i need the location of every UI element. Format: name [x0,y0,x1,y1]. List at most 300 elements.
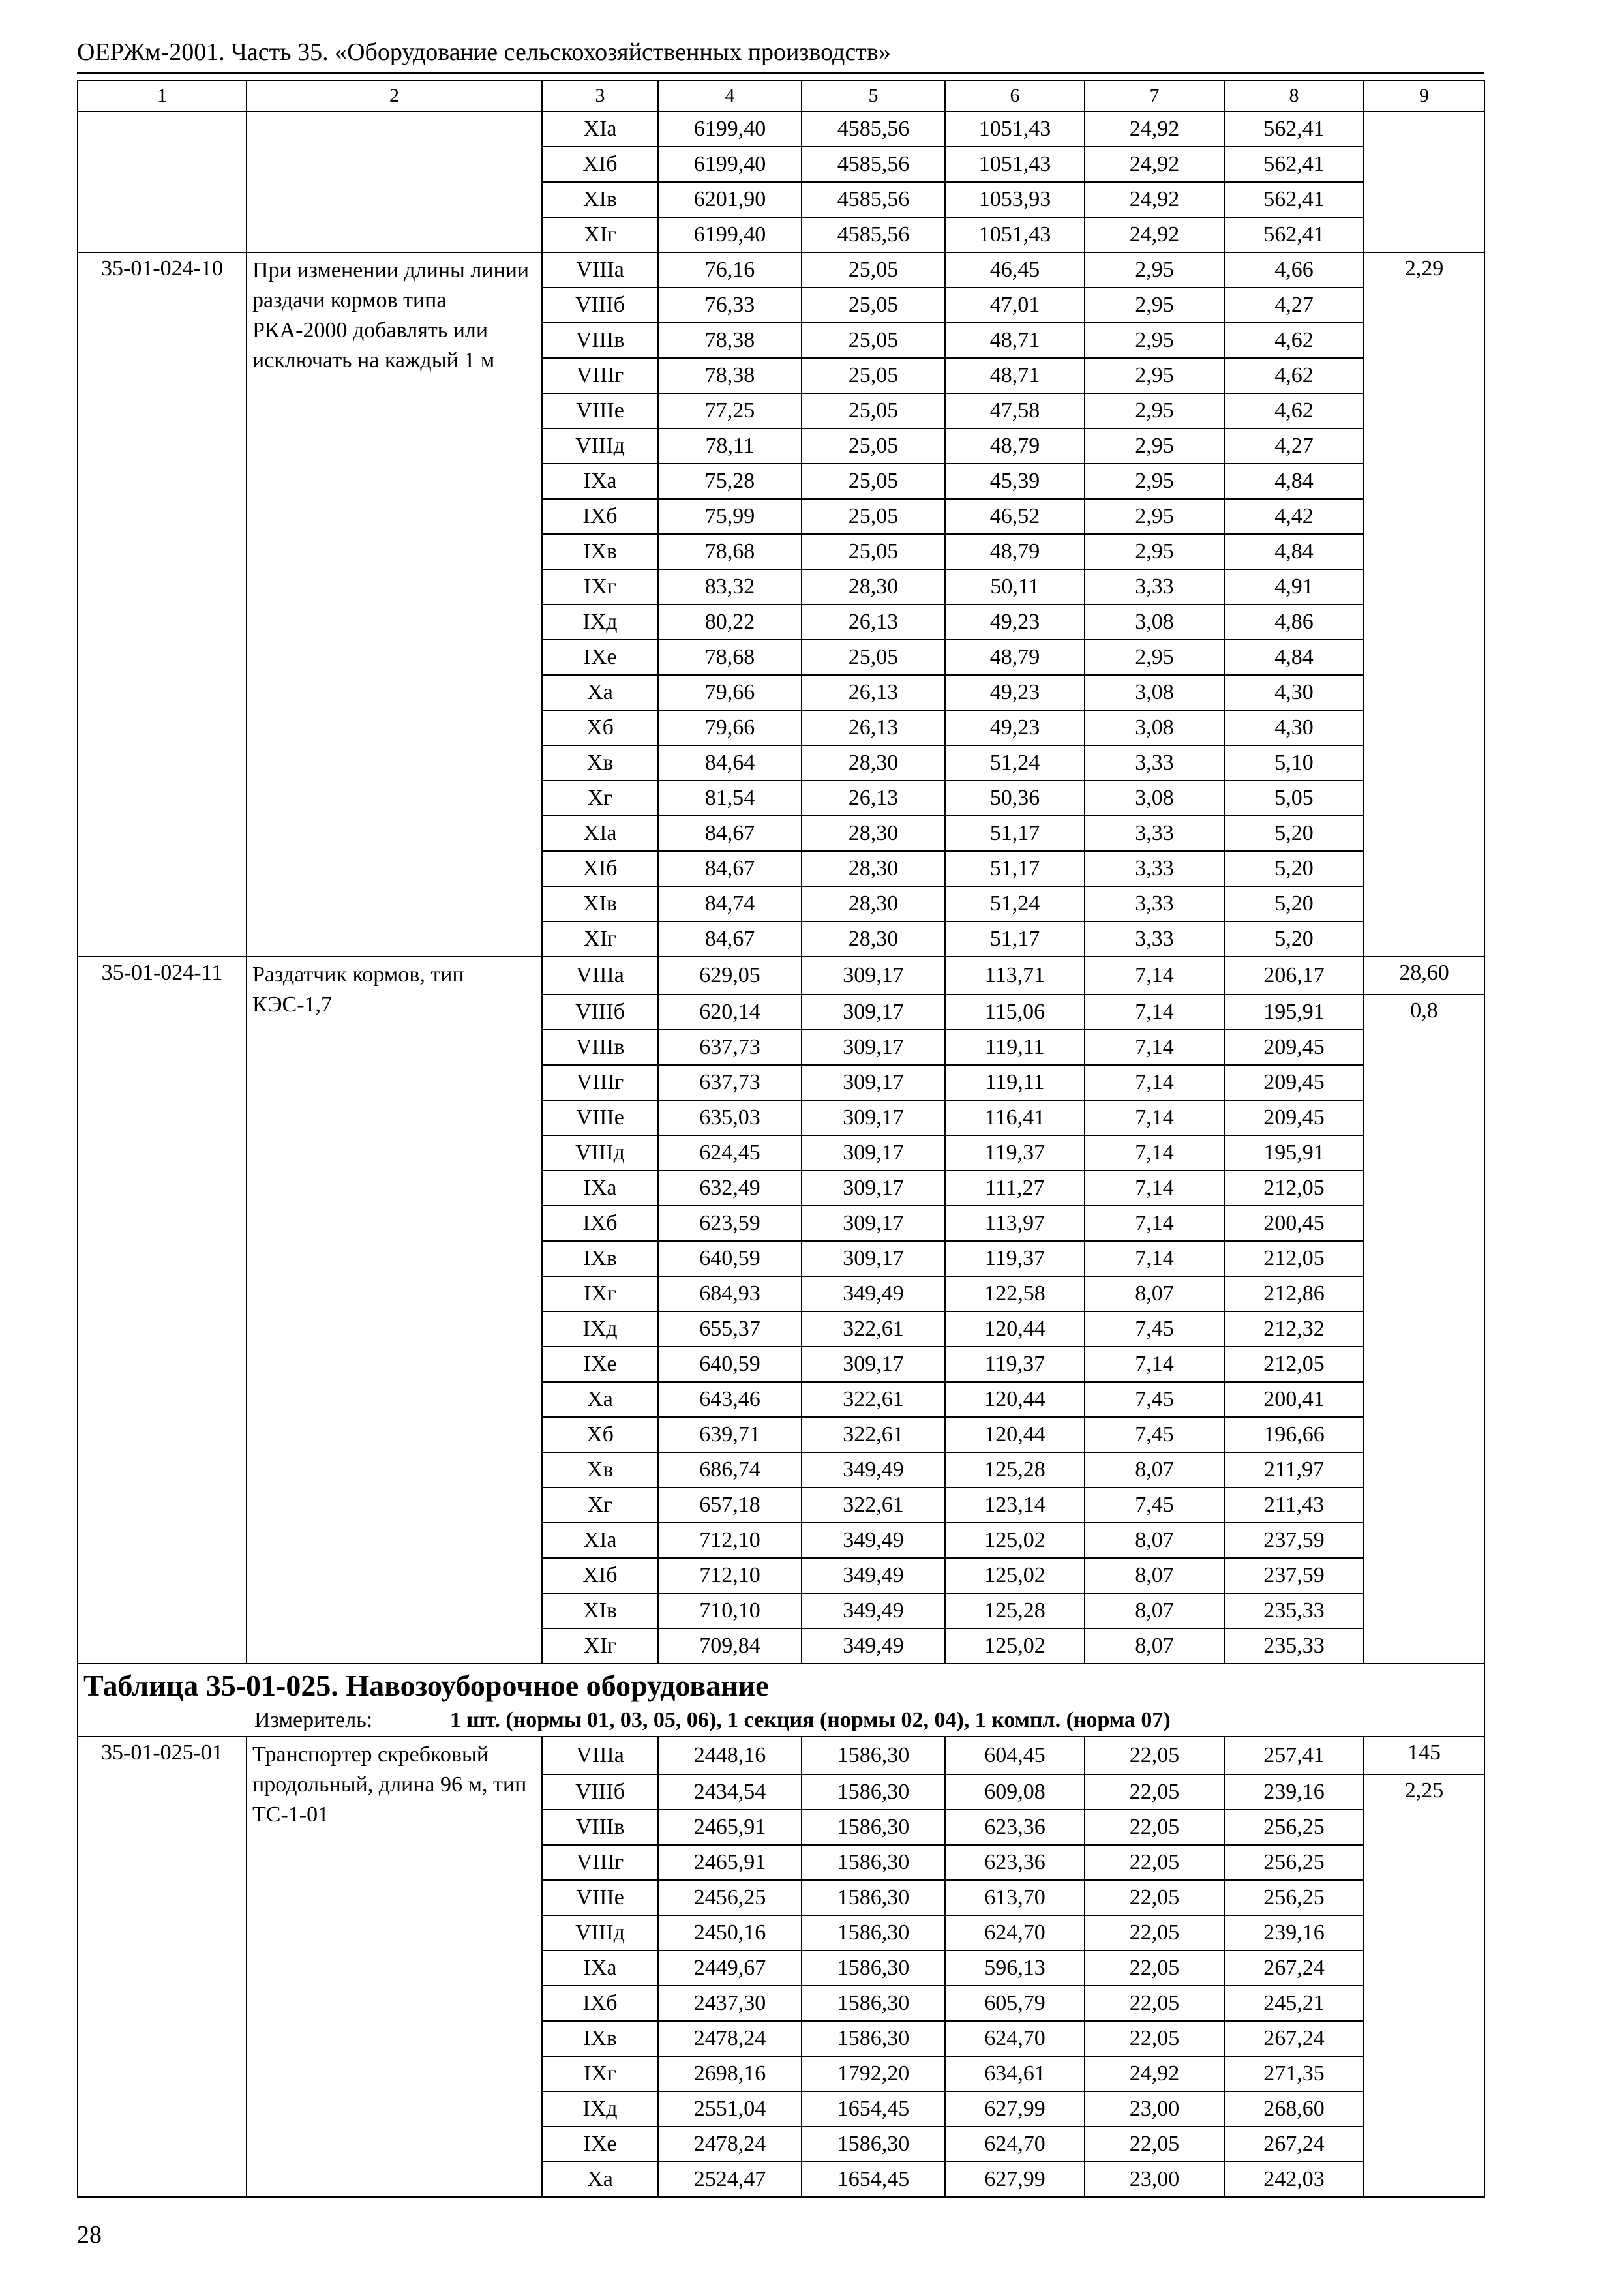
zone-cell: VIIIг [542,1065,658,1100]
value-cell: 50,36 [945,781,1085,816]
value-cell: 24,92 [1085,182,1224,217]
value-cell: 3,33 [1085,745,1224,781]
value-cell: 309,17 [802,1065,945,1100]
value-cell: 26,13 [802,710,945,745]
value-cell: 125,02 [945,1558,1085,1593]
value-cell: 25,05 [802,323,945,358]
value-cell: 196,66 [1224,1417,1364,1452]
value-cell: 235,33 [1224,1628,1364,1664]
value-cell: 48,71 [945,358,1085,393]
zone-cell: XIа [542,1523,658,1558]
value-cell: 2434,54 [658,1774,802,1810]
value-cell: 1654,45 [802,2162,945,2197]
value-cell: 349,49 [802,1593,945,1628]
table-row [78,252,1484,288]
value-cell: 3,33 [1085,921,1224,957]
value-cell: 637,73 [658,1065,802,1100]
zone-cell: Xа [542,675,658,710]
value-cell: 7,14 [1085,1347,1224,1382]
value-cell: 45,39 [945,464,1085,499]
value-cell: 4,91 [1224,569,1364,605]
value-cell: 1586,30 [802,1951,945,1986]
value-cell: 22,05 [1085,2021,1224,2056]
zone-cell: Xв [542,745,658,781]
zone-cell: XIв [542,1593,658,1628]
value-cell: 596,13 [945,1951,1085,1986]
table-section-header-row [78,1664,1484,1737]
value-cell: 624,70 [945,1915,1085,1951]
value-cell: 686,74 [658,1452,802,1488]
value-cell: 119,11 [945,1065,1085,1100]
zone-cell: IXа [542,1951,658,1986]
norm-code: 35-01-025-01 [78,1737,247,2197]
value-cell: 48,79 [945,640,1085,675]
value-cell: 22,05 [1085,1986,1224,2021]
value-cell: 7,45 [1085,1417,1224,1452]
value-cell: 4585,56 [802,182,945,217]
value-cell: 22,05 [1085,1737,1224,1774]
value-cell: 4,30 [1224,675,1364,710]
zone-cell: IXв [542,534,658,569]
value-cell: 322,61 [802,1382,945,1417]
value-cell: 349,49 [802,1523,945,1558]
value-cell: 7,14 [1085,1100,1224,1135]
value-cell: 25,05 [802,288,945,323]
zone-cell: XIв [542,182,658,217]
value-cell: 322,61 [802,1417,945,1452]
value-cell: 4,66 [1224,252,1364,288]
column-number: 6 [945,80,1085,112]
value-cell: 211,43 [1224,1488,1364,1523]
value-cell: 349,49 [802,1452,945,1488]
page-number: 28 [77,2221,102,2249]
value-cell: 4,84 [1224,534,1364,569]
value-cell: 3,08 [1085,675,1224,710]
value-cell: 8,07 [1085,1276,1224,1311]
zone-cell: IXд [542,1311,658,1347]
value-cell: 632,49 [658,1171,802,1206]
value-cell: 562,41 [1224,182,1364,217]
value-cell: 256,25 [1224,1810,1364,1845]
value-cell: 242,03 [1224,2162,1364,2197]
value-cell: 209,45 [1224,1065,1364,1100]
zone-cell: VIIIе [542,1880,658,1915]
value-cell: 562,41 [1224,112,1364,147]
value-cell: 3,33 [1085,816,1224,851]
col9-cell: 28,60 [1364,957,1484,995]
value-cell: 78,68 [658,640,802,675]
value-cell: 26,13 [802,605,945,640]
value-cell: 7,14 [1085,1030,1224,1065]
zone-cell: IXе [542,1347,658,1382]
value-cell: 119,11 [945,1030,1085,1065]
value-cell: 6199,40 [658,112,802,147]
value-cell: 23,00 [1085,2162,1224,2197]
value-cell: 22,05 [1085,1951,1224,1986]
value-cell: 7,14 [1085,995,1224,1030]
value-cell: 84,64 [658,745,802,781]
value-cell: 80,22 [658,605,802,640]
col9-cell [1364,112,1484,252]
value-cell: 3,08 [1085,710,1224,745]
measure-line [83,1707,1479,1733]
value-cell: 51,17 [945,816,1085,851]
value-cell: 4585,56 [802,217,945,252]
zone-cell: IXв [542,1241,658,1276]
value-cell: 125,02 [945,1628,1085,1664]
value-cell: 7,14 [1085,1206,1224,1241]
value-cell: 1051,43 [945,147,1085,182]
value-cell: 1586,30 [802,1774,945,1810]
value-cell: 3,33 [1085,851,1224,886]
zone-cell: VIIIе [542,1100,658,1135]
zone-cell: Xа [542,1382,658,1417]
value-cell: 2449,67 [658,1951,802,1986]
value-cell: 712,10 [658,1523,802,1558]
value-cell: 627,99 [945,2091,1085,2127]
value-cell: 349,49 [802,1558,945,1593]
value-cell: 4,84 [1224,640,1364,675]
value-cell: 309,17 [802,995,945,1030]
value-cell: 48,71 [945,323,1085,358]
value-cell: 2,95 [1085,393,1224,428]
value-cell: 620,14 [658,995,802,1030]
value-cell: 116,41 [945,1100,1085,1135]
value-cell: 256,25 [1224,1880,1364,1915]
value-cell: 2,95 [1085,428,1224,464]
value-cell: 5,05 [1224,781,1364,816]
value-cell: 1586,30 [802,1737,945,1774]
value-cell: 4,30 [1224,710,1364,745]
value-cell: 2450,16 [658,1915,802,1951]
value-cell: 623,36 [945,1845,1085,1880]
column-number: 9 [1364,80,1484,112]
value-cell: 25,05 [802,534,945,569]
value-cell: 4,27 [1224,428,1364,464]
value-cell: 2448,16 [658,1737,802,1774]
value-cell: 46,52 [945,499,1085,534]
value-cell: 6199,40 [658,217,802,252]
table-row [78,112,1484,147]
zone-cell: VIIIд [542,1915,658,1951]
value-cell: 640,59 [658,1347,802,1382]
value-cell: 25,05 [802,358,945,393]
zone-cell: IXд [542,2091,658,2127]
value-cell: 78,38 [658,358,802,393]
col9-cell: 2,25 [1364,1774,1484,2197]
value-cell: 7,14 [1085,957,1224,995]
zone-cell: IXа [542,464,658,499]
value-cell: 25,05 [802,640,945,675]
value-cell: 206,17 [1224,957,1364,995]
measure-value: 1 шт. (нормы 01, 03, 05, 06), 1 секция (нормы 02, 04), 1 компл. (норма 07) [450,1708,1171,1732]
value-cell: 84,67 [658,921,802,957]
value-cell: 710,10 [658,1593,802,1628]
value-cell: 8,07 [1085,1523,1224,1558]
value-cell: 23,00 [1085,2091,1224,2127]
value-cell: 24,92 [1085,217,1224,252]
value-cell: 2,95 [1085,499,1224,534]
value-cell: 111,27 [945,1171,1085,1206]
header-rule [77,72,1484,74]
value-cell: 212,05 [1224,1241,1364,1276]
column-number: 4 [658,80,802,112]
value-cell: 113,71 [945,957,1085,995]
value-cell: 120,44 [945,1382,1085,1417]
zone-cell: Xб [542,710,658,745]
value-cell: 26,13 [802,675,945,710]
value-cell: 51,17 [945,851,1085,886]
value-cell: 5,20 [1224,851,1364,886]
zone-cell: IXа [542,1171,658,1206]
value-cell: 5,20 [1224,886,1364,921]
value-cell: 3,33 [1085,886,1224,921]
value-cell: 8,07 [1085,1628,1224,1664]
value-cell: 2551,04 [658,2091,802,2127]
measure-label: Измеритель: [254,1708,373,1732]
table-row [78,1737,1484,1774]
zone-cell: VIIIв [542,1030,658,1065]
value-cell: 51,24 [945,886,1085,921]
value-cell: 4,84 [1224,464,1364,499]
value-cell: 47,01 [945,288,1085,323]
value-cell: 7,45 [1085,1488,1224,1523]
col9-cell: 0,8 [1364,995,1484,1664]
value-cell: 237,59 [1224,1558,1364,1593]
value-cell: 119,37 [945,1135,1085,1171]
zone-cell: VIIIб [542,288,658,323]
value-cell: 211,97 [1224,1452,1364,1488]
value-cell: 25,05 [802,393,945,428]
value-cell: 609,08 [945,1774,1085,1810]
value-cell: 125,28 [945,1452,1085,1488]
value-cell: 309,17 [802,1206,945,1241]
value-cell: 605,79 [945,1986,1085,2021]
value-cell: 562,41 [1224,217,1364,252]
zone-cell: VIIIа [542,957,658,995]
zone-cell: XIв [542,886,658,921]
value-cell: 237,59 [1224,1523,1364,1558]
value-cell: 7,14 [1085,1065,1224,1100]
zone-cell: IXд [542,605,658,640]
value-cell: 2465,91 [658,1845,802,1880]
value-cell: 25,05 [802,252,945,288]
value-cell: 51,17 [945,921,1085,957]
zone-cell: VIIIа [542,1737,658,1774]
value-cell: 712,10 [658,1558,802,1593]
zone-cell: Xа [542,2162,658,2197]
zone-cell: XIа [542,112,658,147]
value-cell: 119,37 [945,1241,1085,1276]
table-section-header [78,1664,1484,1737]
value-cell: 28,30 [802,745,945,781]
value-cell: 322,61 [802,1488,945,1523]
value-cell: 25,05 [802,499,945,534]
value-cell: 271,35 [1224,2056,1364,2091]
table-title: Таблица 35-01-025. Навозоуборочное оборудование [83,1669,769,1702]
value-cell: 256,25 [1224,1845,1364,1880]
value-cell: 2465,91 [658,1810,802,1845]
zone-cell: XIб [542,851,658,886]
norms-table [77,80,1485,2198]
norm-description: При изменении длины линии раздачи кормов типа РКА-2000 добавлять или исключать на каждый 1 м [247,252,542,957]
zone-cell: VIIIв [542,323,658,358]
value-cell: 624,70 [945,2127,1085,2162]
zone-cell: VIIIд [542,1135,658,1171]
value-cell: 623,36 [945,1810,1085,1845]
value-cell: 235,33 [1224,1593,1364,1628]
value-cell: 84,74 [658,886,802,921]
value-cell: 624,45 [658,1135,802,1171]
norm-description: Транспортер скребковый продольный, длина 96 м, тип ТС-1-01 [247,1737,542,2197]
column-number: 5 [802,80,945,112]
norm-code: 35-01-024-10 [78,252,247,957]
zone-cell: XIа [542,816,658,851]
zone-cell: IXб [542,1986,658,2021]
value-cell: 349,49 [802,1276,945,1311]
value-cell: 1586,30 [802,2127,945,2162]
value-cell: 3,08 [1085,605,1224,640]
value-cell: 48,79 [945,534,1085,569]
value-cell: 122,58 [945,1276,1085,1311]
value-cell: 309,17 [802,1171,945,1206]
zone-cell: IXг [542,569,658,605]
value-cell: 1051,43 [945,217,1085,252]
value-cell: 309,17 [802,1135,945,1171]
value-cell: 1586,30 [802,1845,945,1880]
norm-code [78,112,247,252]
column-number: 7 [1085,80,1224,112]
value-cell: 267,24 [1224,1951,1364,1986]
zone-cell: XIб [542,1558,658,1593]
value-cell: 28,30 [802,569,945,605]
value-cell: 7,14 [1085,1241,1224,1276]
value-cell: 309,17 [802,1241,945,1276]
value-cell: 2478,24 [658,2127,802,2162]
zone-cell: Xг [542,1488,658,1523]
col9-cell: 145 [1364,1737,1484,1774]
value-cell: 4585,56 [802,112,945,147]
zone-cell: IXб [542,1206,658,1241]
value-cell: 22,05 [1085,1810,1224,1845]
value-cell: 48,79 [945,428,1085,464]
value-cell: 22,05 [1085,1880,1224,1915]
zone-cell: VIIIг [542,1845,658,1880]
value-cell: 7,14 [1085,1171,1224,1206]
value-cell: 309,17 [802,957,945,995]
value-cell: 709,84 [658,1628,802,1664]
column-number: 1 [78,80,247,112]
column-number-row [78,80,1484,112]
value-cell: 24,92 [1085,112,1224,147]
value-cell: 24,92 [1085,2056,1224,2091]
value-cell: 78,68 [658,534,802,569]
zone-cell: IXе [542,2127,658,2162]
value-cell: 2698,16 [658,2056,802,2091]
value-cell: 125,02 [945,1523,1085,1558]
value-cell: 1586,30 [802,1810,945,1845]
value-cell: 28,30 [802,851,945,886]
zone-cell: XIг [542,921,658,957]
value-cell: 113,97 [945,1206,1085,1241]
value-cell: 2,95 [1085,464,1224,499]
zone-cell: VIIIб [542,1774,658,1810]
value-cell: 75,99 [658,499,802,534]
value-cell: 1792,20 [802,2056,945,2091]
value-cell: 2478,24 [658,2021,802,2056]
value-cell: 627,99 [945,2162,1085,2197]
value-cell: 7,45 [1085,1311,1224,1347]
value-cell: 22,05 [1085,2127,1224,2162]
value-cell: 5,10 [1224,745,1364,781]
value-cell: 209,45 [1224,1030,1364,1065]
value-cell: 2524,47 [658,2162,802,2197]
value-cell: 28,30 [802,886,945,921]
zone-cell: VIIIв [542,1810,658,1845]
value-cell: 212,05 [1224,1347,1364,1382]
value-cell: 623,59 [658,1206,802,1241]
zone-cell: VIIIе [542,393,658,428]
value-cell: 624,70 [945,2021,1085,2056]
norm-description [247,112,542,252]
value-cell: 629,05 [658,957,802,995]
zone-cell: IXв [542,2021,658,2056]
value-cell: 1051,43 [945,112,1085,147]
value-cell: 25,05 [802,464,945,499]
norm-description: Раздатчик кормов, тип КЭС-1,7 [247,957,542,1664]
value-cell: 8,07 [1085,1593,1224,1628]
value-cell: 76,16 [658,252,802,288]
table-row [78,957,1484,995]
value-cell: 3,33 [1085,569,1224,605]
value-cell: 1586,30 [802,1880,945,1915]
zone-cell: IXг [542,2056,658,2091]
zone-cell: XIг [542,1628,658,1664]
value-cell: 4,62 [1224,393,1364,428]
value-cell: 4585,56 [802,147,945,182]
value-cell: 81,54 [658,781,802,816]
value-cell: 78,11 [658,428,802,464]
value-cell: 49,23 [945,710,1085,745]
value-cell: 76,33 [658,288,802,323]
value-cell: 4,62 [1224,323,1364,358]
zone-cell: IXе [542,640,658,675]
value-cell: 8,07 [1085,1452,1224,1488]
value-cell: 4,86 [1224,605,1364,640]
value-cell: 309,17 [802,1347,945,1382]
value-cell: 267,24 [1224,2021,1364,2056]
col9-cell: 2,29 [1364,252,1484,957]
value-cell: 79,66 [658,710,802,745]
value-cell: 634,61 [945,2056,1085,2091]
value-cell: 75,28 [658,464,802,499]
value-cell: 212,32 [1224,1311,1364,1347]
value-cell: 50,11 [945,569,1085,605]
value-cell: 267,24 [1224,2127,1364,2162]
zone-cell: VIIIб [542,995,658,1030]
value-cell: 268,60 [1224,2091,1364,2127]
value-cell: 309,17 [802,1030,945,1065]
value-cell: 2,95 [1085,534,1224,569]
zone-cell: VIIIд [542,428,658,464]
value-cell: 49,23 [945,605,1085,640]
value-cell: 28,30 [802,921,945,957]
value-cell: 684,93 [658,1276,802,1311]
value-cell: 562,41 [1224,147,1364,182]
value-cell: 349,49 [802,1628,945,1664]
value-cell: 46,45 [945,252,1085,288]
value-cell: 83,32 [658,569,802,605]
